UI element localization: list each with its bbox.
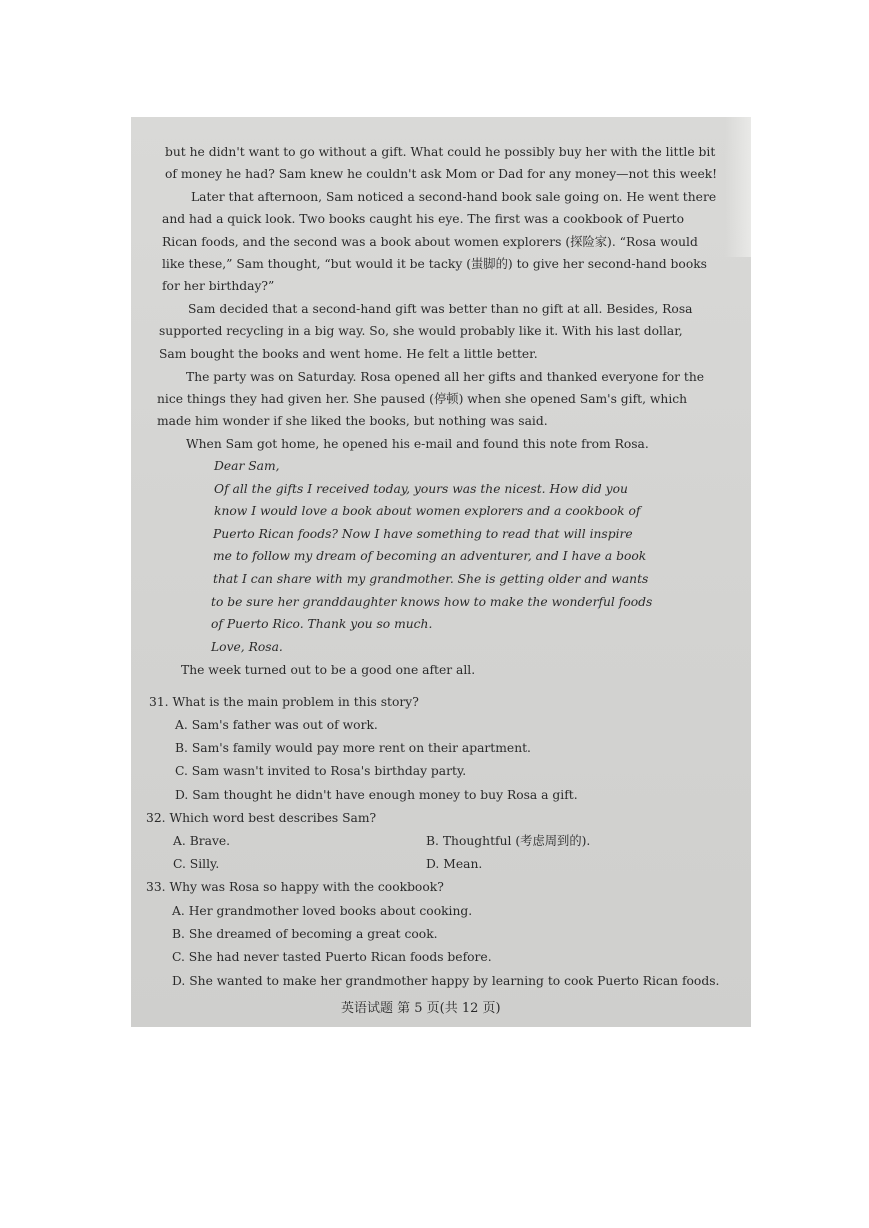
passage-line: Sam bought the books and went home. He felt a little better. (159, 347, 538, 361)
passage-line: made him wonder if she liked the books, but nothing was said. (157, 414, 548, 428)
exam-page-content (131, 117, 751, 1027)
question-option: D. She wanted to make her grandmother happy by learning to cook Puerto Rican foods. (172, 974, 720, 988)
letter-line: Dear Sam, (214, 459, 280, 473)
passage-line: but he didn't want to go without a gift. What could he possibly buy her with the little bit (165, 145, 716, 159)
passage-line: nice things they had given her. She paused (停顿) when she opened Sam's gift, which (157, 392, 688, 406)
page-footer: 英语试题 第 5 页(共 12 页) (341, 1001, 501, 1016)
question-option: A. Brave. (173, 834, 231, 848)
question-option: C. She had never tasted Puerto Rican foods before. (172, 950, 492, 964)
letter-line: of Puerto Rico. Thank you so much. (211, 617, 433, 631)
letter-line: me to follow my dream of becoming an adventurer, and I have a book (213, 549, 647, 563)
question-stem: 32. Which word best describes Sam? (146, 811, 377, 825)
question-option: B. She dreamed of becoming a great cook. (172, 927, 438, 941)
passage-line: for her birthday?” (162, 279, 275, 293)
passage-line: Rican foods, and the second was a book about women explorers (探险家). “Rosa would (162, 235, 698, 249)
passage-line: of money he had? Sam knew he couldn't ask Mom or Dad for any money—not this week! (165, 167, 718, 181)
letter-line: know I would love a book about women explorers and a cookbook of (214, 504, 641, 518)
passage-line: The party was on Saturday. Rosa opened all her gifts and thanked everyone for the (186, 370, 705, 384)
question-option: A. Her grandmother loved books about cooking. (172, 904, 473, 918)
question-option: C. Silly. (173, 857, 220, 871)
exam-page-photo (131, 117, 751, 1027)
question-stem: 33. Why was Rosa so happy with the cookbook? (146, 880, 444, 894)
passage-closing: The week turned out to be a good one after all. (181, 663, 476, 677)
passage-line: When Sam got home, he opened his e-mail and found this note from Rosa. (186, 437, 649, 451)
letter-line: Love, Rosa. (211, 640, 283, 654)
letter-line: Puerto Rican foods? Now I have something to read that will inspire (213, 527, 633, 541)
letter-line: to be sure her granddaughter knows how to make the wonderful foods (211, 595, 653, 609)
letter-line: that I can share with my grandmother. She is getting older and wants (213, 572, 649, 586)
passage-line: Sam decided that a second-hand gift was better than no gift at all. Besides, Rosa (188, 302, 693, 316)
question-option: B. Sam's family would pay more rent on their apartment. (175, 741, 531, 755)
passage-line: and had a quick look. Two books caught his eye. The first was a cookbook of Puerto (162, 212, 685, 226)
passage-line: Later that afternoon, Sam noticed a second-hand book sale going on. He went there (191, 190, 717, 204)
question-option: D. Sam thought he didn't have enough money to buy Rosa a gift. (175, 788, 578, 802)
question-option: B. Thoughtful (考虑周到的). (426, 834, 591, 848)
question-option: C. Sam wasn't invited to Rosa's birthday party. (175, 764, 467, 778)
question-option: A. Sam's father was out of work. (175, 718, 378, 732)
question-stem: 31. What is the main problem in this story? (149, 695, 419, 709)
passage-line: supported recycling in a big way. So, she would probably like it. With his last dollar, (159, 324, 683, 338)
passage-line: like these,” Sam thought, “but would it be tacky (蚩脚的) to give her second-hand books (162, 257, 707, 271)
letter-line: Of all the gifts I received today, yours was the nicest. How did you (214, 482, 628, 496)
question-option: D. Mean. (426, 857, 483, 871)
